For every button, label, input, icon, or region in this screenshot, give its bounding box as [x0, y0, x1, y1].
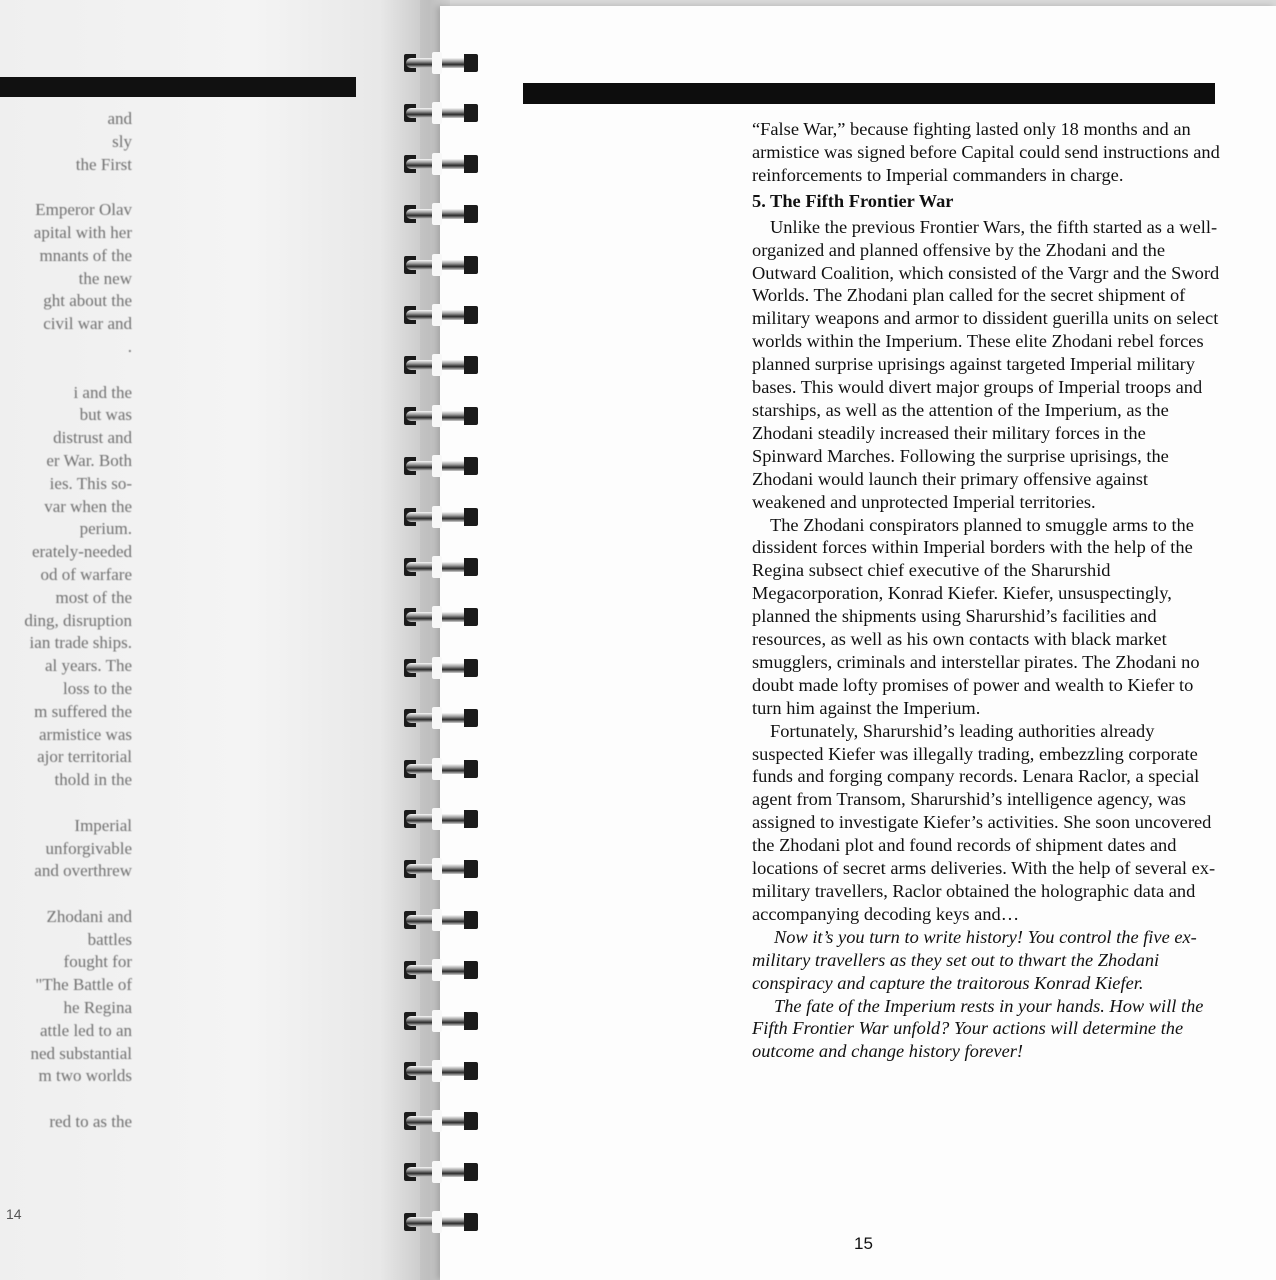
spiral-coil	[402, 504, 482, 530]
left-text-line: Emperor Olav	[35, 200, 132, 220]
left-text-line: er War. Both	[46, 450, 132, 470]
spiral-coil	[402, 453, 482, 479]
left-text-line: and	[107, 109, 132, 128]
left-text-line: civil war and	[43, 314, 132, 334]
left-paragraph-gap	[0, 1088, 132, 1111]
spiral-coil	[402, 856, 482, 882]
left-text-line: battles	[87, 929, 132, 949]
left-page	[0, 0, 420, 1280]
spiral-coil	[402, 957, 482, 983]
right-header-bar	[523, 83, 1215, 104]
spiral-coil	[402, 756, 482, 782]
paragraph-conspirators: The Zhodani conspirators planned to smuggle arms to the dissident forces within Imperial borders with the help of the Regina subsect chief executive of the Sharurshid Megacorporation, Konrad Kiefer. Kiefer, unsuspectingly, planned the shipments using Sharurshid’s facilities and resources, as well as his own contacts with black market smugglers, criminals and interstellar pirates. The Zhodani no doubt made lofty promises of power and wealth to Kiefer to turn him against the Imperium.	[752, 514, 1200, 718]
main-text-column	[752, 118, 1220, 1063]
spiral-coil	[402, 403, 482, 429]
left-text-line: apital with her	[33, 222, 132, 242]
left-text-line: most of the	[55, 587, 132, 607]
spiral-coil	[402, 554, 482, 580]
left-text-line: m two worlds	[38, 1066, 132, 1086]
left-text-line: perium.	[79, 519, 132, 539]
spiral-coil	[402, 1108, 482, 1134]
left-text-line: unforgivable	[45, 838, 132, 858]
spiral-coil	[402, 302, 482, 328]
left-paragraph-gap	[0, 176, 132, 199]
left-text-line: od of warfare	[40, 564, 132, 584]
paragraph-intro: “False War,” because fighting lasted only 18 months and an armistice was signed before Capital could send instructions and reinforcements to Imperial commanders in charge.	[752, 119, 1220, 185]
left-header-bar	[0, 77, 356, 97]
left-page-text	[0, 108, 132, 1218]
spiral-coil	[402, 1159, 482, 1185]
left-text-line: distrust and	[53, 428, 132, 448]
spiral-coil	[402, 1008, 482, 1034]
left-text-line: he Regina	[63, 998, 132, 1018]
spiral-coil	[402, 252, 482, 278]
spiral-coil	[402, 705, 482, 731]
left-text-line: m suffered the	[34, 701, 132, 721]
left-text-line: Zhodani and	[46, 906, 132, 926]
left-text-line: ding, disruption	[24, 610, 132, 630]
left-paragraph-gap	[0, 359, 132, 382]
left-text-line: the First	[75, 154, 132, 174]
spiral-coil	[402, 604, 482, 630]
left-text-line: ght about the	[43, 291, 132, 311]
left-text-line: ies. This so-	[49, 473, 132, 493]
paragraph-call-to-action: Now it’s you turn to write history! You control the five ex-military travellers as they set out to thwart the Zhodani conspiracy and capture the traitorous Konrad Kiefer.	[752, 926, 1197, 993]
left-paragraph-gap	[0, 792, 132, 815]
left-text-line: armistice was	[39, 724, 132, 744]
spiral-coil	[402, 151, 482, 177]
left-text-line: Imperial	[74, 815, 132, 835]
left-text-line: erately-needed	[31, 542, 132, 562]
left-text-line: attle led to an	[39, 1020, 132, 1040]
spiral-coil	[402, 1209, 482, 1235]
left-page-number: 14	[6, 1206, 22, 1222]
left-text-line: thold in the	[54, 770, 132, 790]
left-text-line: but was	[79, 405, 132, 425]
left-text-line: var when the	[44, 496, 132, 516]
left-text-line: loss to the	[63, 678, 132, 698]
spiral-coil	[402, 100, 482, 126]
left-text-line: mnants of the	[39, 245, 132, 265]
spiral-coil	[402, 352, 482, 378]
left-text-line: ned substantial	[30, 1043, 132, 1063]
spiral-binding	[402, 50, 486, 1250]
spiral-coil	[402, 1058, 482, 1084]
left-text-line: "The Battle of	[35, 975, 132, 995]
left-text-line: and overthrew	[34, 861, 132, 881]
right-page-number: 15	[854, 1234, 873, 1253]
spiral-coil	[402, 907, 482, 933]
spiral-coil	[402, 201, 482, 227]
left-text-line: i and the	[73, 382, 132, 402]
spiral-coil	[402, 806, 482, 832]
paragraph-offensive: Unlike the previous Frontier Wars, the fifth started as a well-organized and planned offensive by the Zhodani and the Outward Coalition, which consisted of the Vargr and the Sword Worlds. The Zhodani plan called for the secret shipment of military weapons and armor to dissident guerilla units on select worlds within the Imperium. These elite Zhodani rebel forces planned surprise uprisings against targeted Imperial military bases. This would divert major groups of Imperial troops and starships, as well as the attention of the Imperium, as the Zhodani steadily increased their military forces in the Spinward Marches. Following the surprise uprisings, the Zhodani would launch their primary offensive against weakened and unprotected Imperial territories.	[752, 216, 1220, 512]
left-text-line: sly	[112, 131, 132, 151]
left-text-line: the new	[78, 268, 132, 288]
left-text-line: fought for	[63, 952, 132, 972]
spiral-coil	[402, 655, 482, 681]
paragraph-closing: The fate of the Imperium rests in your hands. How will the Fifth Frontier War unfold? Your actions will determine the outcome and change history forever!	[752, 995, 1204, 1062]
left-text-line: al years. The	[44, 656, 132, 676]
spiral-coil	[402, 50, 482, 76]
left-text-line: .	[127, 336, 132, 356]
left-text-line: ian trade ships.	[29, 633, 132, 653]
left-paragraph-gap	[0, 883, 132, 906]
paragraph-investigation: Fortunately, Sharurshid’s leading authorities already suspected Kiefer was illegally trading, embezzling corporate funds and forging company records. Lenara Raclor, a special agent from Transom, Sharurshid’s intelligence agency, was assigned to investigate Kiefer’s activities. She soon uncovered the Zhodani plot and found records of shipment dates and locations of secret arms deliveries. With the help of several ex-military travellers, Raclor obtained the holographic data and accompanying decoding keys and…	[752, 720, 1216, 924]
section-heading: 5. The Fifth Frontier War	[752, 190, 954, 211]
left-text-line: ajor territorial	[37, 747, 132, 767]
left-text-line: red to as the	[49, 1112, 132, 1132]
